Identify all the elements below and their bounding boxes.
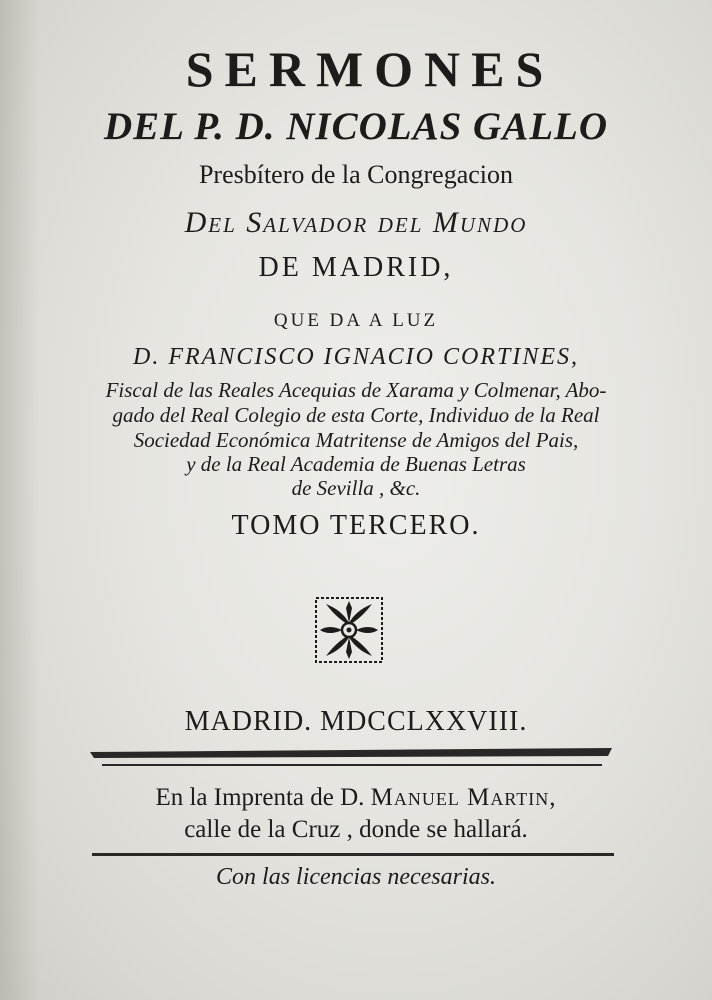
editor-title-line-3: Sociedad Económica Matritense de Amigos del Pais, bbox=[133, 428, 579, 452]
floral-ornament-icon bbox=[314, 596, 384, 664]
city-line: DE MADRID, bbox=[258, 252, 454, 283]
editor-title-line-4: y de la Real Academia de Buenas Letras bbox=[186, 452, 526, 476]
author-line: DEL P. D. NICOLAS GALLO bbox=[103, 105, 609, 148]
editor-name: D. FRANCISCO IGNACIO CORTINES, bbox=[133, 344, 579, 370]
publisher-intro: QUE DA A LUZ bbox=[273, 310, 439, 331]
author-role: Presbítero de la Congregacion bbox=[198, 160, 514, 189]
editor-title-line-2: gado del Real Colegio de esta Corte, Individuo de la Real bbox=[112, 403, 600, 427]
volume-label: TOMO TERCERO. bbox=[231, 510, 481, 541]
congregation-name: Del Salvador del Mundo bbox=[184, 206, 528, 239]
printer-name: Manuel Martin, bbox=[370, 784, 557, 811]
book-title: SERMONES bbox=[185, 41, 555, 97]
rule-divider bbox=[92, 853, 614, 856]
license-line: Con las licencias necesarias. bbox=[216, 864, 496, 890]
double-rule bbox=[90, 746, 612, 770]
editor-title-line-5: de Sevilla , &c. bbox=[291, 476, 421, 500]
editor-title-line-1: Fiscal de las Reales Acequias de Xarama y Colmenar, Abo- bbox=[105, 378, 607, 402]
printer-prefix: En la Imprenta de D. bbox=[155, 784, 371, 811]
place-and-date: MADRID. MDCCLXXVIII. bbox=[184, 706, 528, 737]
printer-line bbox=[0, 784, 712, 812]
printer-address: calle de la Cruz , donde se hallará. bbox=[184, 816, 528, 843]
